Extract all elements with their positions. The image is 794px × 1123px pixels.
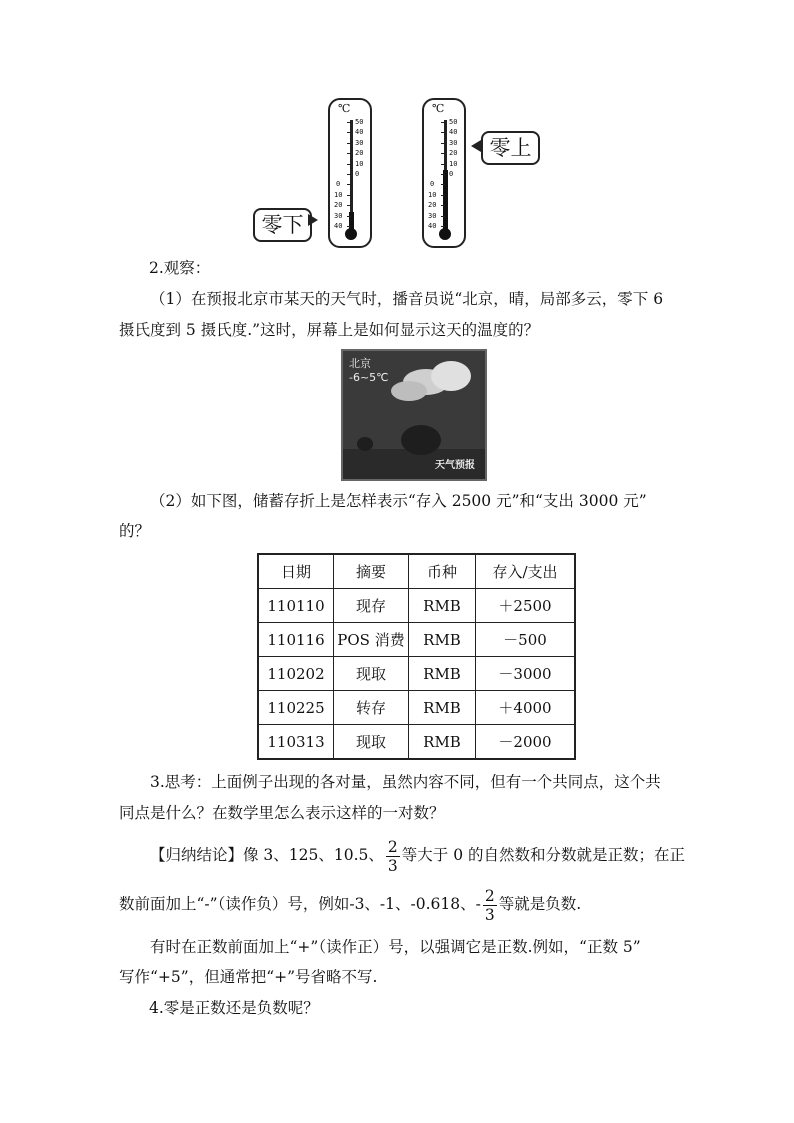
tick-mark — [441, 132, 445, 133]
tick-mark — [347, 226, 351, 227]
cell-date: 110116 — [258, 623, 334, 657]
header-currency: 币种 — [409, 554, 476, 589]
cell-summary: 现取 — [334, 725, 409, 760]
fraction-two-thirds — [386, 838, 400, 875]
cloud-icon — [431, 361, 471, 391]
cell-summary: 现取 — [334, 657, 409, 691]
section-4-line-1: 4.零是正数还是负数呢？ — [149, 999, 319, 1017]
cell-summary: POS 消费 — [334, 623, 409, 657]
cell-amount: －2000 — [476, 725, 576, 760]
tick-mark — [347, 205, 351, 206]
temperature-range: -6~5℃ — [349, 371, 389, 384]
table-row — [258, 691, 575, 725]
question-2-line-2: 的？ — [119, 522, 151, 540]
tick-mark — [441, 174, 445, 175]
tick-label: 30 — [449, 138, 458, 147]
tick-mark — [441, 184, 445, 185]
tick-mark — [347, 164, 351, 165]
label-above-zero: 零上 — [481, 131, 540, 165]
cell-amount: ＋4000 — [476, 691, 576, 725]
tick-label: 10 — [428, 190, 437, 199]
cell-date: 110110 — [258, 589, 334, 623]
conclusion-tail: 等大于 0 的自然数和分数就是正数；在正 — [401, 846, 685, 864]
tick-mark — [347, 174, 351, 175]
tick-mark — [441, 164, 445, 165]
city-name: 北京 — [349, 357, 371, 370]
table-row — [258, 657, 575, 691]
tick-label: 50 — [449, 118, 458, 126]
label-below-zero: 零下 — [253, 208, 312, 242]
section-3-line-1: 3.思考：上面例子出现的各对量，虽然内容不同，但有一个共同点，这个共 — [150, 773, 661, 791]
cell-currency: RMB — [409, 589, 476, 623]
tick-mark — [441, 195, 445, 196]
table-row — [258, 589, 575, 623]
thermometer-bulb — [345, 228, 357, 240]
table-row — [258, 623, 575, 657]
tick-label: 20 — [449, 149, 458, 158]
conclusion-line-2-a: 数前面加上“-”（读作负）号，例如-3、-1、-0.618、- — [119, 895, 481, 913]
bubble-pointer — [308, 214, 318, 226]
cell-currency: RMB — [409, 657, 476, 691]
fraction-two-thirds — [483, 887, 497, 924]
header-summary: 摘要 — [334, 554, 409, 589]
cell-summary: 现存 — [334, 589, 409, 623]
weather-forecast-image — [341, 349, 487, 481]
tick-label: 40 — [355, 128, 364, 137]
cell-amount: ＋2500 — [476, 589, 576, 623]
tick-label: 0 — [449, 170, 454, 178]
conclusion-line-1 — [150, 835, 685, 875]
bubble-pointer — [471, 140, 481, 152]
tick-mark — [441, 143, 445, 144]
tick-label: 20 — [334, 201, 343, 210]
question-2-line-1: （2）如下图，储蓄存折上是怎样表示“存入 2500 元”和“支出 3000 元” — [150, 492, 647, 510]
thermometer-left — [328, 98, 372, 248]
cell-amount: －3000 — [476, 657, 576, 691]
tick-mark — [347, 195, 351, 196]
tick-mark — [347, 184, 351, 185]
table-header-row — [258, 554, 575, 589]
tree-icon — [357, 437, 373, 451]
tick-label: 40 — [449, 128, 458, 137]
fraction-numerator: 2 — [387, 837, 398, 856]
tree-icon — [401, 425, 441, 455]
unit-label: ℃ — [338, 102, 351, 115]
tick-label: 40 — [334, 222, 343, 230]
tick-mark — [347, 153, 351, 154]
table-row — [258, 725, 575, 760]
note-line-2: 写作“+5”，但通常把“+”号省略不写. — [119, 968, 378, 986]
section-heading: 2.观察： — [149, 259, 211, 277]
fraction-numerator: 2 — [484, 886, 495, 905]
tick-label: 40 — [428, 222, 437, 230]
tick-label: 30 — [355, 138, 364, 147]
cell-date: 110225 — [258, 691, 334, 725]
cell-date: 110313 — [258, 725, 334, 760]
cell-currency: RMB — [409, 623, 476, 657]
question-1-line-2: 摄氏度到 5 摄氏度.”这时，屏幕上是如何显示这天的温度的？ — [119, 321, 540, 339]
tick-mark — [347, 143, 351, 144]
question-1-line-1: （1）在预报北京市某天的天气时，播音员说“北京，晴，局部多云，零下 6 — [150, 290, 664, 308]
note-line-1: 有时在正数前面加上“+”（读作正）号，以强调它是正数.例如，“正数 5” — [150, 938, 641, 956]
tv-logo: 天气预报 — [435, 460, 475, 471]
tick-label: 10 — [355, 159, 364, 168]
tick-label: 0 — [355, 170, 360, 178]
savings-passbook-table — [257, 553, 576, 760]
conclusion-lead: 【归纳结论】像 3、125、10.5、 — [150, 846, 384, 864]
thermometer-right — [422, 98, 466, 248]
header-date: 日期 — [258, 554, 334, 589]
tick-mark — [441, 216, 445, 217]
tick-label: 20 — [428, 201, 437, 210]
tick-mark — [347, 132, 351, 133]
header-amount: 存入/支出 — [476, 554, 576, 589]
fraction-denominator: 3 — [387, 856, 398, 875]
tick-label: 0 — [430, 180, 435, 189]
fraction-denominator: 3 — [484, 905, 495, 924]
tick-label: 30 — [334, 211, 343, 220]
tick-label: 20 — [355, 149, 364, 158]
cloud-icon — [391, 381, 427, 401]
conclusion-line-2 — [119, 884, 581, 924]
unit-label: ℃ — [432, 102, 445, 115]
tick-mark — [441, 205, 445, 206]
tick-label: 50 — [355, 118, 364, 126]
section-3-line-2: 同点是什么？在数学里怎么表示这样的一对数？ — [119, 804, 445, 822]
cell-currency: RMB — [409, 725, 476, 760]
tick-mark — [441, 226, 445, 227]
tick-mark — [441, 153, 445, 154]
cell-summary: 转存 — [334, 691, 409, 725]
tick-label: 10 — [334, 190, 343, 199]
mercury-column — [443, 170, 448, 232]
tick-mark — [347, 122, 351, 123]
cell-amount: －500 — [476, 623, 576, 657]
cell-date: 110202 — [258, 657, 334, 691]
tick-mark — [441, 122, 445, 123]
tick-label: 10 — [449, 159, 458, 168]
conclusion-line-2-b: 等就是负数. — [498, 895, 582, 913]
thermometer-bulb — [439, 228, 451, 240]
tick-label: 30 — [428, 211, 437, 220]
tick-label: 0 — [336, 180, 341, 189]
cell-currency: RMB — [409, 691, 476, 725]
tick-mark — [347, 216, 351, 217]
